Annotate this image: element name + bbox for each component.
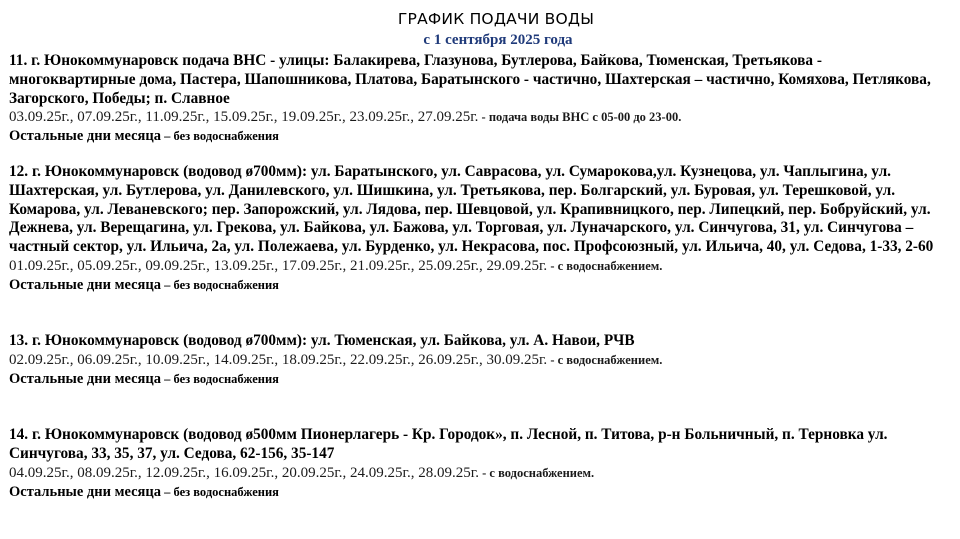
page-subtitle: с 1 сентября 2025 года (423, 32, 573, 48)
schedule-section-13 (9, 332, 951, 388)
section-heading: 13. г. Юнокоммунаровск (водовод ø700мм): ул. Тюменская, ул. Байкова, ул. А. Навои, РЧВ (9, 332, 635, 349)
rest-days-note: – без водоснабжения (160, 129, 279, 144)
section-heading: 12. г. Юнокоммунаровск (водовод ø700мм): ул. Баратынского, ул. Саврасова, ул. Сумарокова,ул. Кузнецова, ул. Чаплыгина, ул. Шахтерская, ул. Бутлерова, ул. Данилевского, ул. Шишкина, ул. Третьякова, пер. Болгарский, ул. Буровая, ул. Терешковой, ул. Комарова, ул. Леваневского; пер. Запорожский, ул. Лядова, пер. Шевцовой, ул. Крапивницкого, пер. Липецкий, пер. Бобруйский, ул. Дежнева, ул. Верещагина, ул. Грекова, ул. Байкова, ул. Бажова, ул. Торговая, ул. Луначарского, ул. Синчугова, 31, ул. Синчугова – частный сектор, ул. Ильича, 2а, ул. Полежаева, ул. Бурденко, ул. Некрасова, пос. Профсоюзный, ул. Ильича, 40, ул. Седова, 1-33, 2-60 (9, 163, 934, 256)
section-dates-line (9, 464, 951, 483)
schedule-section-11 (9, 52, 951, 145)
section-note: - с водоснабжением. (478, 465, 595, 480)
section-dates: 01.09.25г., 05.09.25г., 09.09.25г., 13.09.25г., 17.09.25г., 21.09.25г., 25.09.25г., 29.09.25г. (9, 257, 548, 274)
section-heading: 14. г. Юнокоммунаровск (водовод ø500мм Пионерлагерь - Кр. Городок», п. Лесной, п. Титова, р-н Больничный, п. Терновка ул. Синчугова, 33, 35, 37, ул. Седова, 62-156, 35-147 (9, 426, 888, 462)
rest-days-note: – без водоснабжения (160, 277, 279, 292)
section-heading: 11. г. Юнокоммунаровск подача ВНС - улицы: Балакирева, Глазунова, Бутлерова, Байкова, Тюменская, Третьякова - многоквартирные дома, Пастера, Шапошникова, Платова, Баратынского - частично, Шахтерская – частично, Комяхова, Петлякова, Загорского, Победы; п. Славное (9, 52, 931, 107)
section-dates: 02.09.25г., 06.09.25г., 10.09.25г., 14.09.25г., 18.09.25г., 22.09.25г., 26.09.25г., 30.09.25г. (9, 351, 548, 368)
rest-days-label: Остальные дни месяца (9, 276, 161, 293)
schedule-section-12 (9, 163, 951, 294)
section-rest-line (9, 276, 951, 294)
section-rest-line (9, 127, 951, 145)
section-dates: 03.09.25г., 07.09.25г., 11.09.25г., 15.09.25г., 19.09.25г., 23.09.25г., 27.09.25г. (9, 109, 479, 126)
section-rest-line (9, 370, 951, 388)
page-title: ГРАФИК ПОДАЧИ ВОДЫ (397, 10, 595, 28)
section-note: - подача воды ВНС с 05-00 до 23-00. (478, 110, 682, 125)
section-note: - с водоснабжением. (547, 258, 663, 273)
section-rest-line (9, 483, 951, 501)
rest-days-note: – без водоснабжения (160, 484, 279, 499)
section-dates: 04.09.25г., 08.09.25г., 12.09.25г., 16.09.25г., 20.09.25г., 24.09.25г., 28.09.25г. (9, 464, 479, 481)
section-dates-line (9, 351, 951, 370)
rest-days-label: Остальные дни месяца (9, 370, 161, 387)
section-dates-line (9, 257, 951, 276)
rest-days-note: – без водоснабжения (160, 371, 279, 386)
section-note: - с водоснабжением. (547, 352, 663, 367)
schedule-section-14 (9, 426, 951, 501)
section-dates-line (9, 108, 951, 127)
rest-days-label: Остальные дни месяца (9, 128, 161, 145)
rest-days-label: Остальные дни месяца (9, 483, 161, 500)
